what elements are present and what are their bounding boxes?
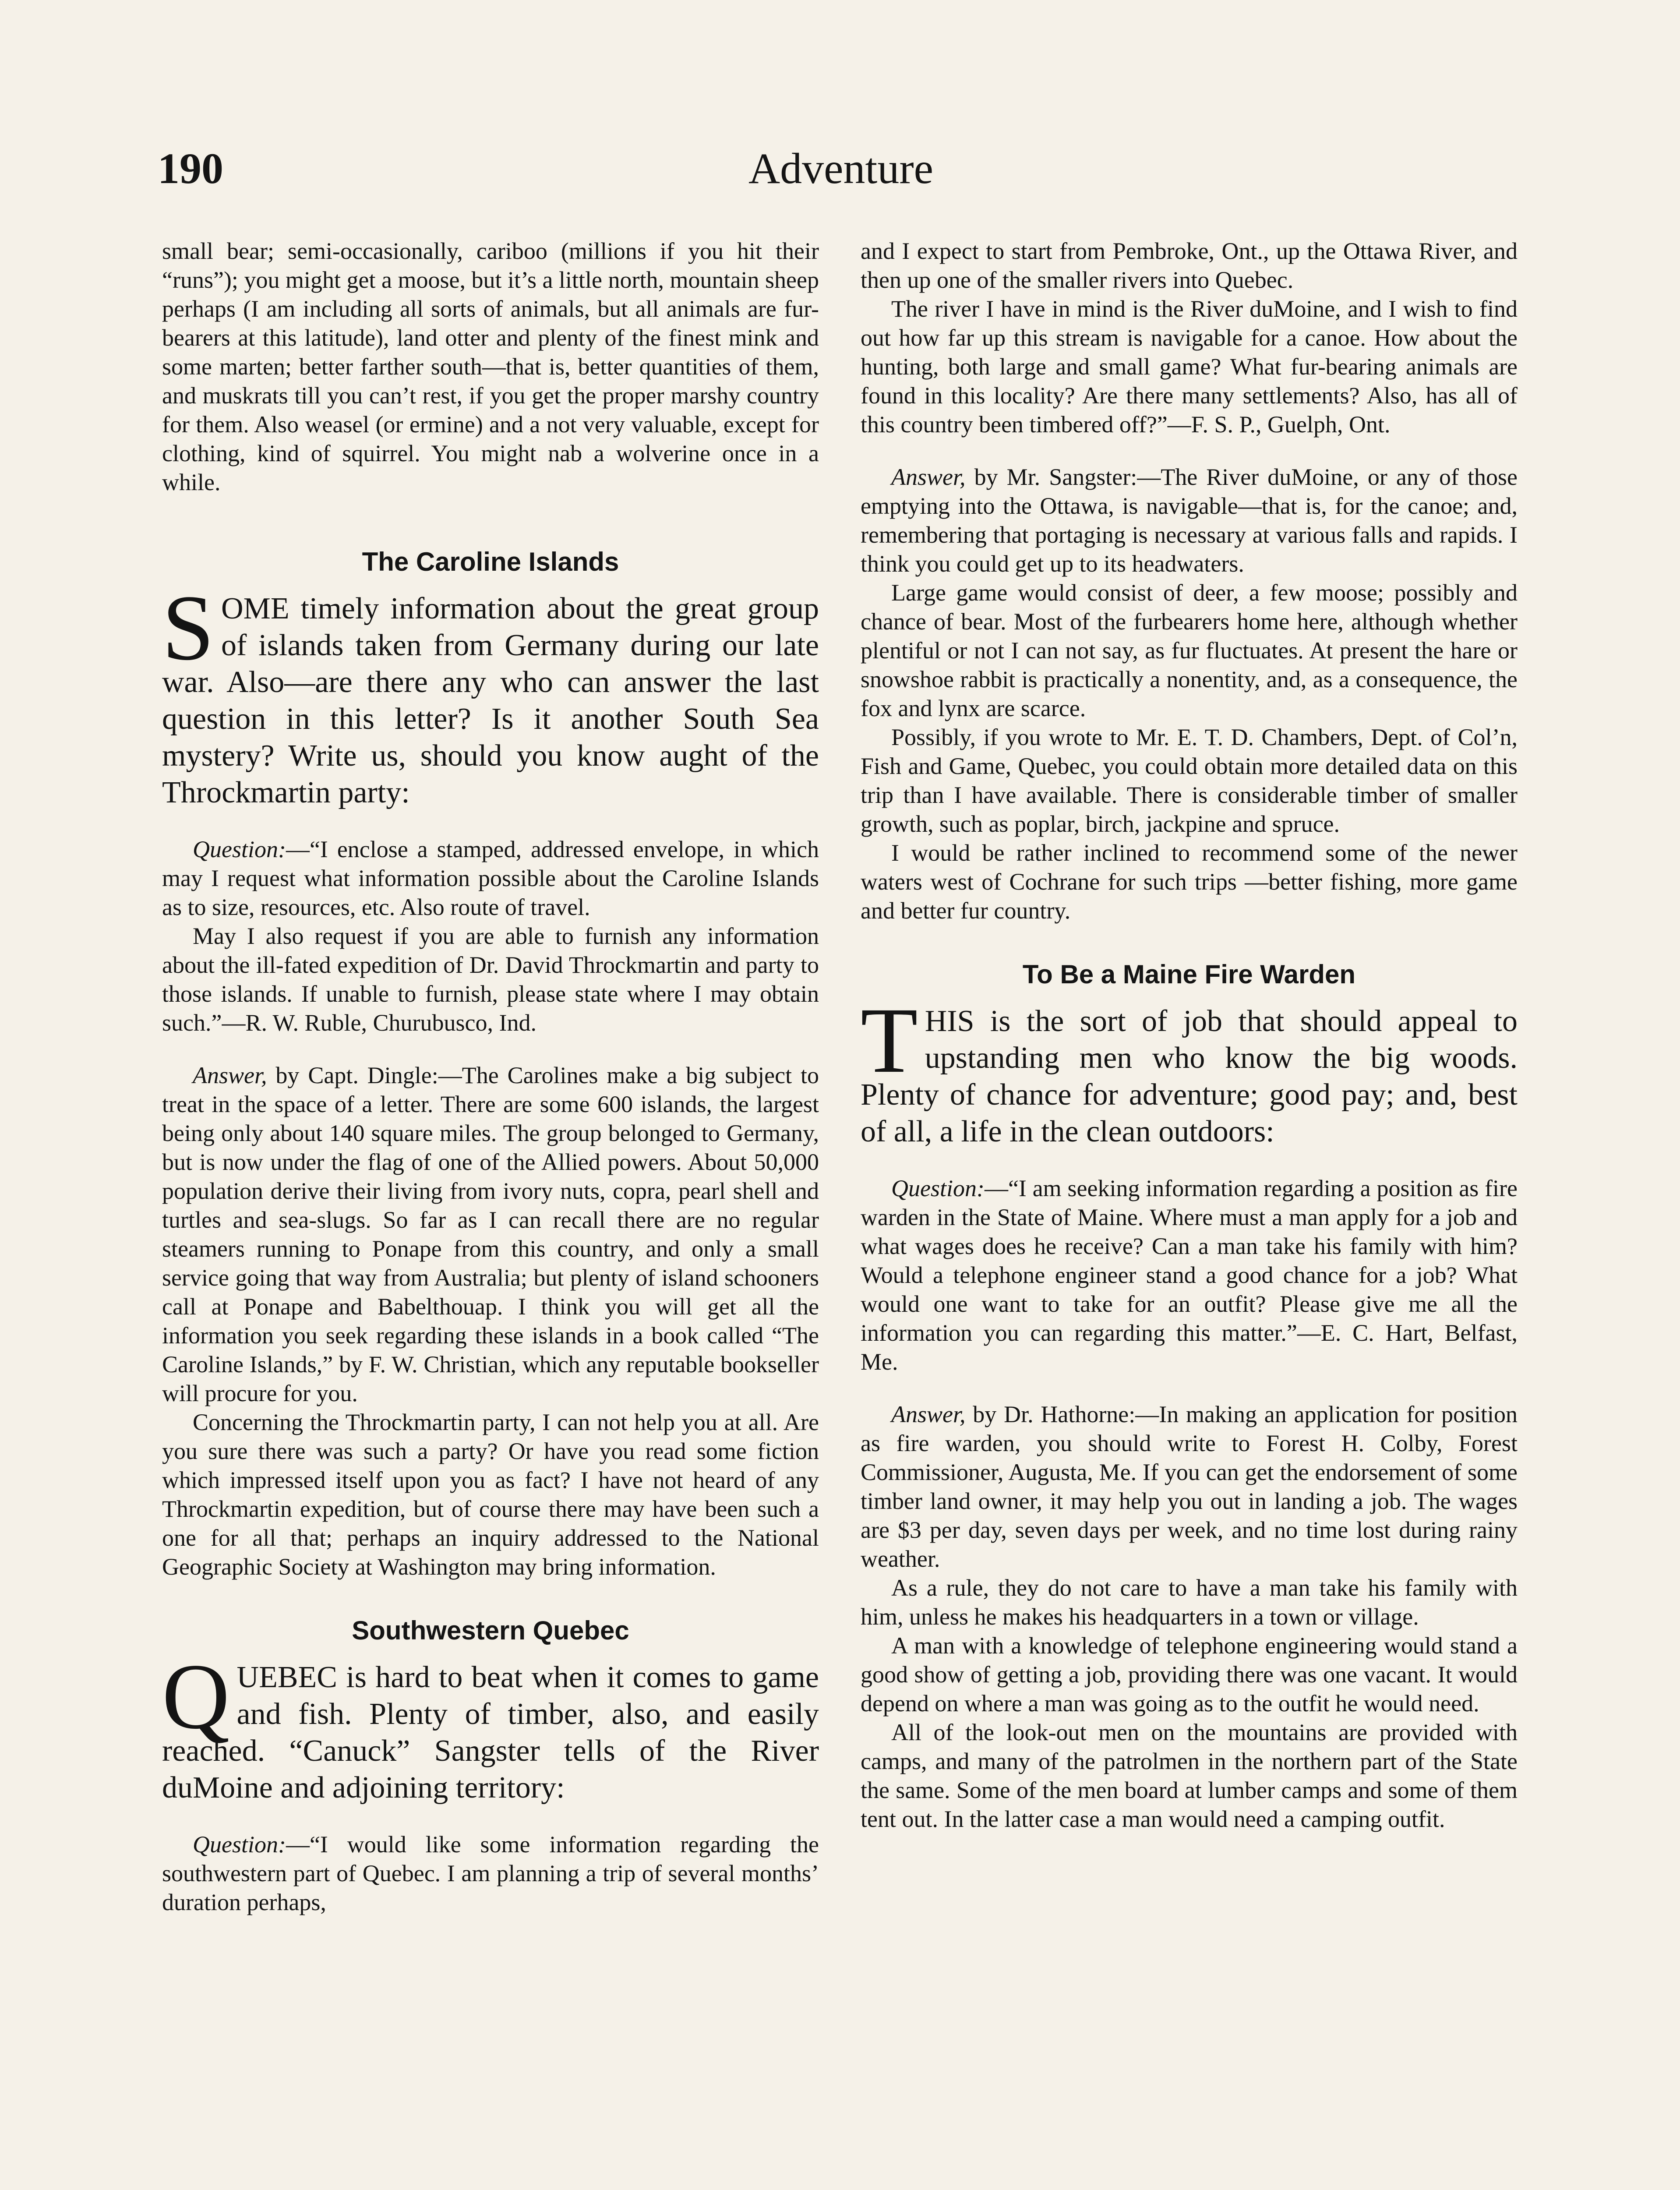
- question-text: —“I would like some information regarding the southwestern part of Quebec. I am planning a trip of several months’ duration perhaps,: [162, 1831, 819, 1915]
- answer-label: Answer,: [891, 464, 966, 490]
- section-title-southwestern-quebec: Southwestern Quebec: [352, 1616, 629, 1645]
- answer-paragraph: All of the look-out men on the mountains are provided with camps, and many of the patrolmen in the northern part of the State the same. Some of the men board at lumber camps and some of them tent out. In the latter case a man would need a camping outfit.: [861, 1719, 1518, 1832]
- drop-cap: S: [162, 576, 215, 680]
- question-paragraph: [861, 1174, 1518, 1376]
- answer-text: by Dr. Hathorne:—In making an application for position as fire warden, you should write to Forest H. Colby, Forest Commissioner, Augusta, Me. If you can get the endorsement of some timber land owner, it may help you out in landing a job. The wages are $3 per day, seven days per week, and no time lost during rainy weather.: [861, 1401, 1518, 1572]
- answer-paragraph: Possibly, if you wrote to Mr. E. T. D. Chambers, Dept. of Col’n, Fish and Game, Quebec, you could obtain more detailed data on this trip than I have available. There is considerable timber of smaller growth, such as poplar, birch, jackpine and spruce.: [861, 724, 1518, 837]
- question-text: —“I am seeking information regarding a position as fire warden in the State of Maine. Where must a man apply for a job and what wages does he receive? Can a man take his family with him? Would a telephone engineer stand a good chance for a job? What would one want to take for an outfit? Please give me all the information you can regarding this matter.”—E. C. Hart, Belfast, Me.: [861, 1175, 1518, 1375]
- question-paragraph: May I also request if you are able to furnish any information about the ill-fated expedition of Dr. David Throckmartin and party to those islands. If unable to furnish, please state where I may obtain such.”—R. W. Ruble, Churubusco, Ind.: [162, 923, 819, 1036]
- question-label: Question:: [193, 1831, 286, 1858]
- section-intro: [162, 1645, 819, 1806]
- paragraph: and I expect to start from Pembroke, Ont., up the Ottawa River, and then up one of the smaller rivers into Quebec.: [861, 238, 1518, 293]
- question-paragraph: [162, 835, 819, 922]
- answer-paragraph: Concerning the Throckmartin party, I can not help you at all. Are you sure there was such a party? Or have you read some fiction which impressed itself upon you as fact? I have not heard of any Throckmartin expedition, but of course there may have been such a one for all that; perhaps an inquiry addressed to the National Geographic Society at Washington may bring information.: [162, 1409, 819, 1580]
- answer-paragraph: [861, 463, 1518, 578]
- section-title-caroline-islands: The Caroline Islands: [362, 547, 619, 576]
- answer-paragraph: [162, 1061, 819, 1408]
- section-intro: [162, 576, 819, 811]
- answer-paragraph: Large game would consist of deer, a few moose; possibly and chance of bear. Most of the furbearers home here, although whether plentiful or not I can not say, as fur fluctuates. At present the hare or snowshoe rabbit is practically a nonentity, and, as a consequence, the fox and lynx are scarce.: [861, 579, 1518, 721]
- answer-label: Answer,: [891, 1401, 966, 1427]
- answer-text: by Capt. Dingle:—The Carolines make a big subject to treat in the space of a letter. There are some 600 islands, the largest being only about 140 square miles. The group belonged to Germany, but is now under the flag of one of the Allied powers. About 50,000 population derive their living from ivory nuts, copra, pearl shell and turtles and sea-slugs. So far as I can recall there are no regular steamers running to Ponape from this country, and only a small service going that way from Australia; but plenty of island schooners call at Ponape and Babelthouap. I think you will get all the information you seek regarding these islands in a book called “The Caroline Islands,” by F. W. Christian, which any reputable bookseller will procure for you.: [162, 1062, 819, 1406]
- right-column: [861, 237, 1518, 1833]
- page-number: 190: [158, 144, 223, 193]
- answer-text: by Mr. Sangster:—The River duMoine, or any of those emptying into the Ottawa, is navigable—that is, for the canoe; and, remembering that portaging is necessary at various falls and rapids. I think you could get up to its headwaters.: [861, 464, 1518, 577]
- drop-cap: T: [861, 989, 918, 1092]
- question-text: —“I enclose a stamped, addressed envelope, in which may I request what information possible about the Caroline Islands as to size, resources, etc. Also route of travel.: [162, 836, 819, 920]
- answer-paragraph: I would be rather inclined to recommend some of the newer waters west of Cochrane for such trips —better fishing, more game and better fur country.: [861, 840, 1518, 924]
- drop-cap: Q: [162, 1645, 230, 1748]
- paragraph: small bear; semi-occasionally, cariboo (millions if you hit their “runs”); you might get a moose, but it’s a little north, mountain sheep perhaps (I am including all sorts of animals, but all animals are fur-bearers at this latitude), land otter and plenty of the finest mink and some marten; better farther south—that is, better quantities of them, and muskrats till you can’t rest, if you get the proper marshy country for them. Also weasel (or ermine) and a not very valuable, except for clothing, kind of squirrel. You might nab a wolverine once in a while.: [162, 238, 819, 495]
- question-label: Question:: [193, 836, 286, 862]
- question-label: Question:: [891, 1175, 985, 1201]
- paragraph: The river I have in mind is the River duMoine, and I wish to find out how far up this stream is navigable for a canoe. How about the hunting, both large and small game? What fur-bearing animals are found in this locality? Are there many settlements? Also, has all of this country been timbered off?”—F. S. P., Guelph, Ont.: [861, 296, 1518, 438]
- question-paragraph: [162, 1830, 819, 1917]
- intro-text: OME timely information about the great group of islands taken from Germany during our late war. Also—are there any who can answer the last question in this letter? Is it another South Sea mystery? Write us, should you know aught of the Throckmartin party:: [162, 592, 819, 809]
- intro-text: HIS is the sort of job that should appeal to upstanding men who know the big woods. Plenty of chance for adventure; good pay; and, best of all, a life in the clean outdoors:: [861, 1004, 1518, 1148]
- running-title: Adventure: [748, 144, 934, 193]
- answer-label: Answer,: [193, 1062, 267, 1088]
- answer-paragraph: [861, 1400, 1518, 1573]
- section-intro: [861, 989, 1518, 1150]
- section-title-maine-fire-warden: To Be a Maine Fire Warden: [1022, 960, 1356, 989]
- intro-text: UEBEC is hard to beat when it comes to game and fish. Plenty of timber, also, and easily reached. “Canuck” Sangster tells of the River duMoine and adjoining territory:: [162, 1660, 819, 1805]
- answer-paragraph: As a rule, they do not care to have a man take his family with him, unless he makes his headquarters in a town or village.: [861, 1575, 1518, 1630]
- page-header: [158, 140, 1524, 219]
- answer-paragraph: A man with a knowledge of telephone engineering would stand a good show of getting a job, providing there was one vacant. It would depend on where a man was going as to the outfit he would need.: [861, 1632, 1518, 1717]
- left-column: [162, 237, 819, 1917]
